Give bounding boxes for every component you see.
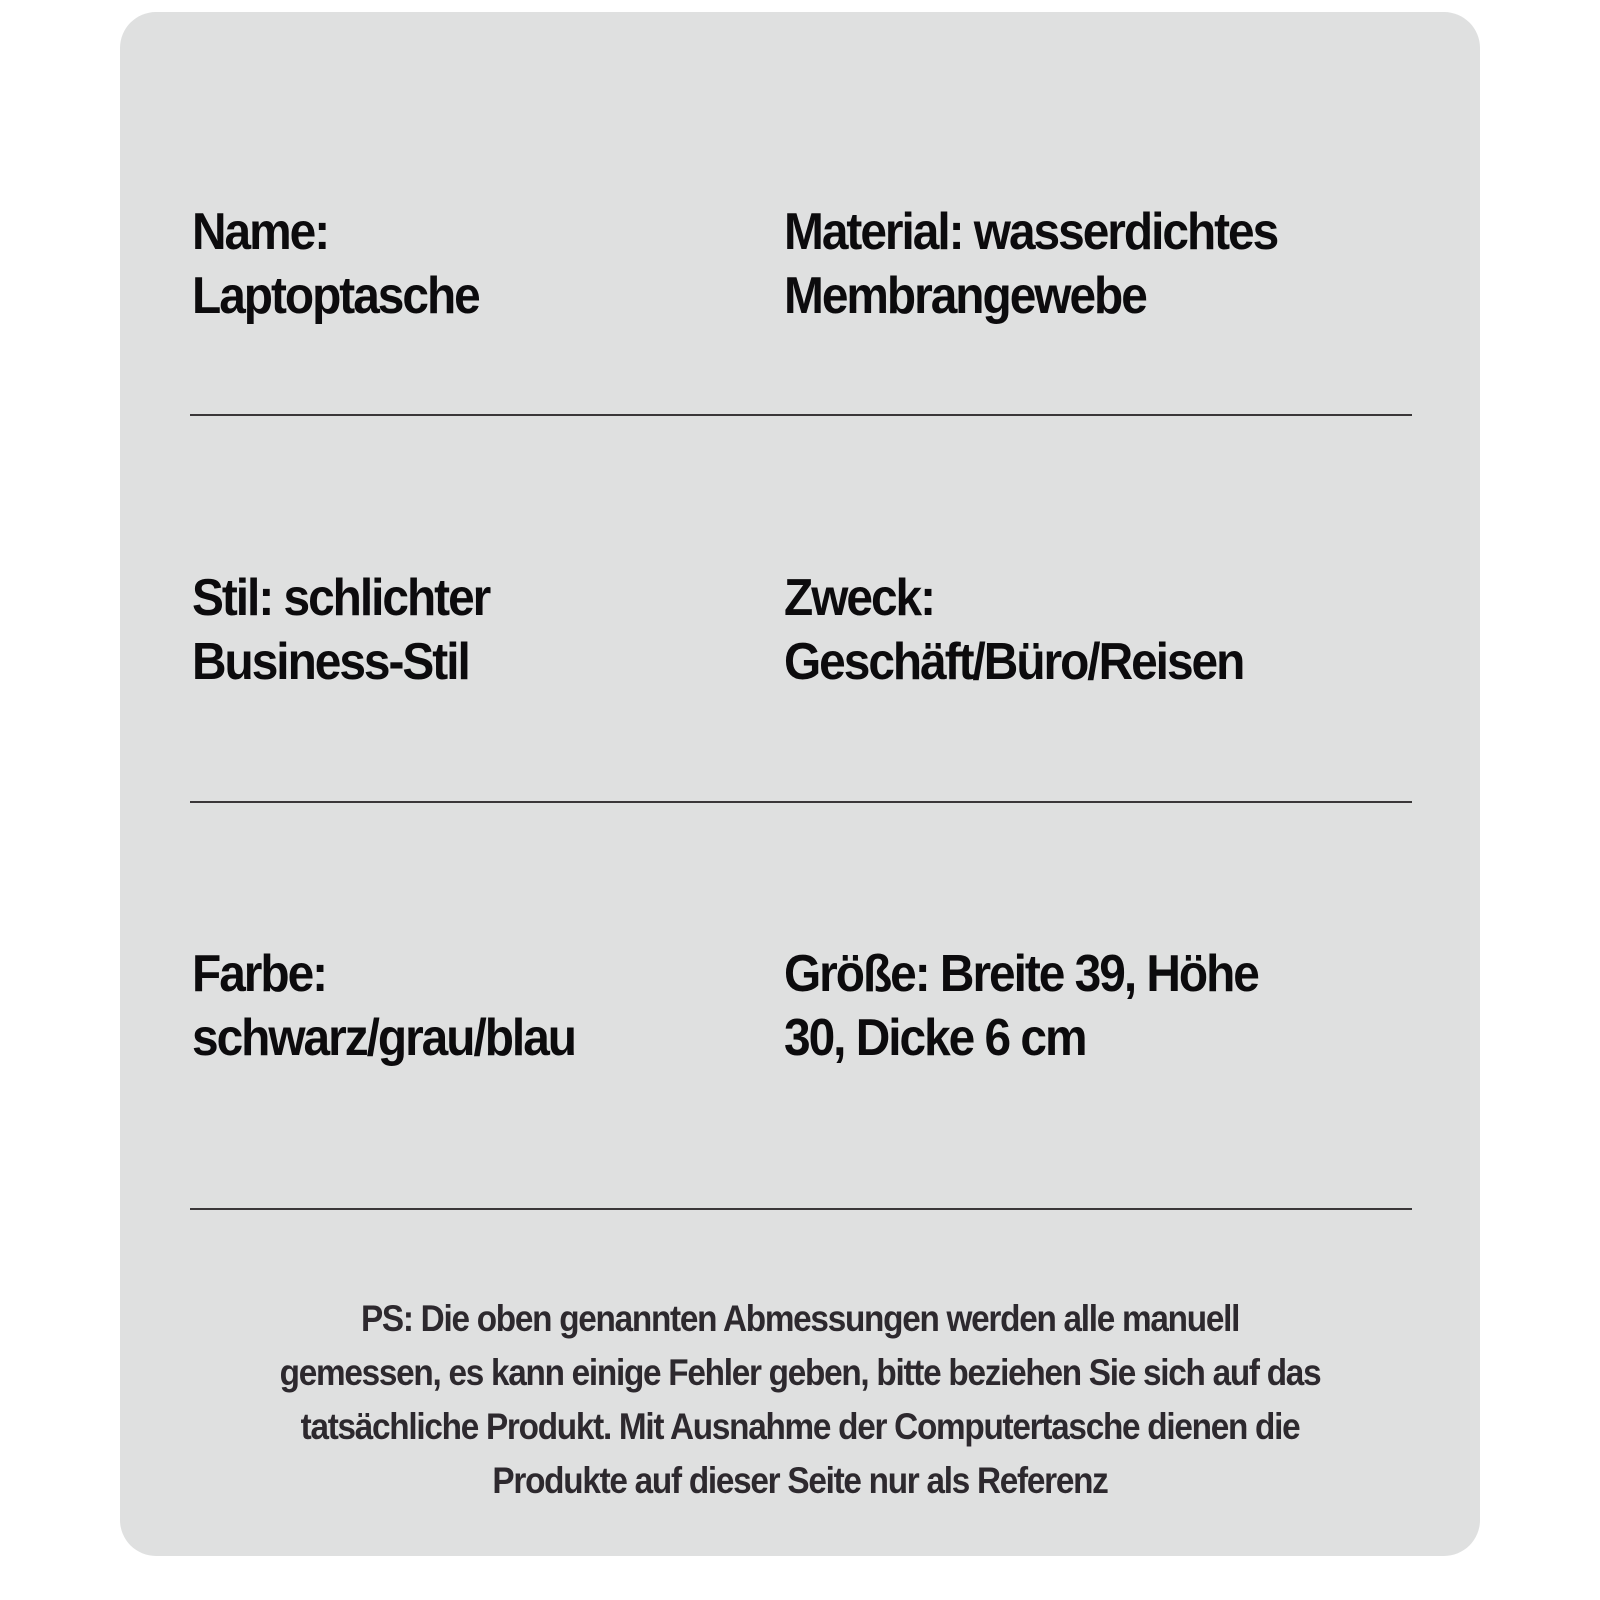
spec-name-value: Laptoptasche [192, 267, 479, 325]
spec-color-label: Farbe: [192, 945, 327, 1003]
spec-style-line2: Business-Stil [192, 633, 469, 691]
spec-color-value: schwarz/grau/blau [192, 1009, 575, 1067]
note-line: tatsächliche Produkt. Mit Ausnahme der Computertasche dienen die [300, 1406, 1300, 1447]
divider [190, 801, 1412, 803]
spec-card [120, 12, 1480, 1556]
spec-purpose-label: Zweck: [784, 569, 935, 627]
spec-material-line2: Membrangewebe [784, 267, 1146, 325]
spec-style [192, 566, 489, 694]
spec-material-line1: Material: wasserdichtes [784, 203, 1278, 261]
spec-purpose [784, 566, 1243, 694]
spec-size [784, 942, 1258, 1070]
note-line: PS: Die oben genannten Abmessungen werden alle manuell [360, 1298, 1240, 1339]
spec-material [784, 200, 1277, 328]
divider [190, 1208, 1412, 1210]
spec-size-line2: 30, Dicke 6 cm [784, 1009, 1086, 1067]
disclaimer-note [160, 1292, 1440, 1508]
spec-purpose-value: Geschäft/Büro/Reisen [784, 633, 1244, 691]
divider [190, 414, 1412, 416]
note-line: gemessen, es kann einige Fehler geben, bitte beziehen Sie sich auf das [279, 1352, 1321, 1393]
spec-style-line1: Stil: schlichter [192, 569, 490, 627]
spec-name-label: Name: [192, 203, 329, 261]
spec-size-line1: Größe: Breite 39, Höhe [784, 945, 1258, 1003]
spec-name [192, 200, 479, 328]
note-line: Produkte auf dieser Seite nur als Referenz [492, 1460, 1108, 1501]
spec-color [192, 942, 575, 1070]
